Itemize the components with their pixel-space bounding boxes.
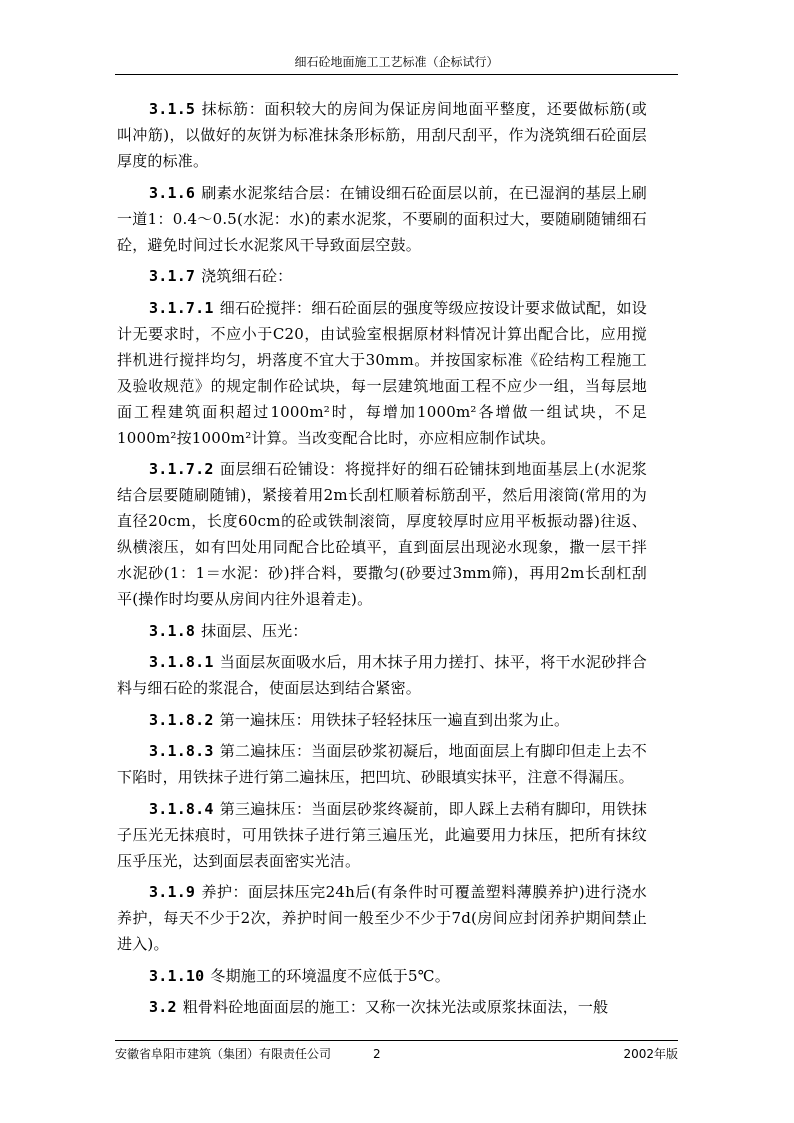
page-header — [115, 52, 678, 75]
clause-number: 3.1.7.1 — [149, 298, 214, 317]
clause-number: 3.1.7.2 — [149, 460, 214, 478]
paragraph — [117, 649, 647, 701]
paragraph — [117, 796, 647, 874]
paragraph — [117, 707, 647, 733]
paragraph-text: 当面层灰面吸水后，用木抹子用力搓打、抹平，将干水泥砂拌合料与细石砼的浆混合，使面层达到结合紧密。 — [117, 653, 647, 697]
paragraph — [117, 879, 647, 957]
clause-number: 3.1.8.2 — [149, 710, 214, 729]
paragraph-text: 第二遍抹压：当面层砂浆初凝后，地面面层上有脚印但走上去不下陷时，用铁抹子进行第二遍抹压，把凹坑、砂眼填实抹平，注意不得漏压。 — [117, 742, 647, 786]
paragraph-text: 浇筑细石砼： — [201, 267, 293, 285]
clause-number: 3.1.8.1 — [149, 653, 214, 671]
clause-number: 3.1.8.3 — [149, 742, 214, 760]
clause-number: 3.1.6 — [149, 183, 196, 202]
footer-edition: 2002年版 — [623, 1047, 678, 1061]
paragraph-text: 养护：面层抹压完24h后(有条件时可覆盖塑料薄膜养护)进行浇水养护，每天不少于2次，养护时间一般至少不少于7d(房间应封闭养护期间禁止进入)。 — [117, 883, 647, 953]
page-number: 2 — [373, 1047, 381, 1061]
paragraph-text: 第三遍抹压：当面层砂浆终凝前，即人踩上去稍有脚印，用铁抹子压光无抹痕时，可用铁抹子进行第三遍压光，此遍要用力抹压，把所有抹纹压乎压光，达到面层表面密实光洁。 — [117, 799, 647, 870]
paragraph-text: 刷素水泥浆结合层：在铺设细石砼面层以前，在已湿润的基层上刷一道1：0.4～0.5(水泥：水)的素水泥浆，不要刷的面积过大，要随刷随铺细石砼，避免时间过长水泥浆风干导致面层空鼓。 — [117, 183, 647, 254]
footer-company: 安徽省阜阳市建筑（集团）有限责任公司 — [115, 1047, 332, 1061]
paragraph — [117, 963, 647, 989]
paragraph — [117, 180, 647, 258]
clause-number: 3.1.5 — [149, 100, 196, 118]
paragraph-text: 抹标筋：面积较大的房间为保证房间地面平整度，还要做标筋(或叫冲筋)，以做好的灰饼为标准抹条形标筋，用刮尺刮平，作为浇筑细石砼面层厚度的标准。 — [117, 100, 647, 170]
paragraph — [117, 738, 647, 790]
paragraph — [117, 96, 647, 174]
paragraph — [117, 994, 647, 1020]
clause-number: 3.1.8 — [149, 621, 196, 640]
clause-number: 3.1.7 — [149, 267, 196, 285]
paragraph-text: 细石砼搅拌：细石砼面层的强度等级应按设计要求做试配，如设计无要求时，不应小于C20，由试验室根据原材料情况计算出配合比，应用搅拌机进行搅拌均匀，坍落度不宜大于30mm。并按国家标准《砼结构工程施工及验收规范》的规定制作砼试块，每一层建筑地面工程不应少一组，当每层地面工程建筑面积超过1000m²时，每增加1000m²各增做一组试块，不足1000m²按1000m²计算。当改变配合比时，亦应相应制作试块。 — [117, 298, 647, 447]
page-footer — [115, 1040, 678, 1063]
header-title: 细石砼地面施工工艺标准（企标试行） — [294, 55, 499, 69]
paragraph-text: 冬期施工的环境温度不应低于5℃。 — [210, 966, 450, 985]
paragraph — [117, 295, 647, 451]
clause-number: 3.1.8.4 — [149, 799, 214, 818]
paragraph-text: 抹面层、压光： — [201, 621, 308, 640]
paragraph-text: 面层细石砼铺设：将搅拌好的细石砼铺抹到地面基层上(水泥浆结合层要随刷随铺)，紧接着用2m长刮杠顺着标筋刮平，然后用滚筒(常用的为直径20cm，长度60cm的砼或铁制滚筒，厚度较厚时应用平板振动器)往返、纵横滚压，如有凹处用同配合比砼填平，直到面层出现泌水现象，撒一层干拌水泥砂(1：1＝水泥：砂)拌合料，要撒匀(砂要过3mm筛)，再用2m长刮杠刮平(操作时均要从房间内往外退着走)。 — [117, 460, 647, 608]
paragraph-text: 第一遍抹压：用铁抹子轻轻抹压一遍直到出浆为止。 — [219, 710, 570, 729]
paragraph — [117, 263, 647, 289]
paragraph — [117, 456, 647, 612]
paragraph-text: 粗骨料砼地面面层的施工：又称一次抹光法或原浆抹面法，一般 — [182, 998, 609, 1016]
clause-number: 3.1.9 — [149, 883, 196, 901]
paragraph — [117, 618, 647, 644]
document-body — [117, 96, 647, 1026]
clause-number: 3.2 — [149, 998, 177, 1016]
clause-number: 3.1.10 — [149, 966, 205, 985]
